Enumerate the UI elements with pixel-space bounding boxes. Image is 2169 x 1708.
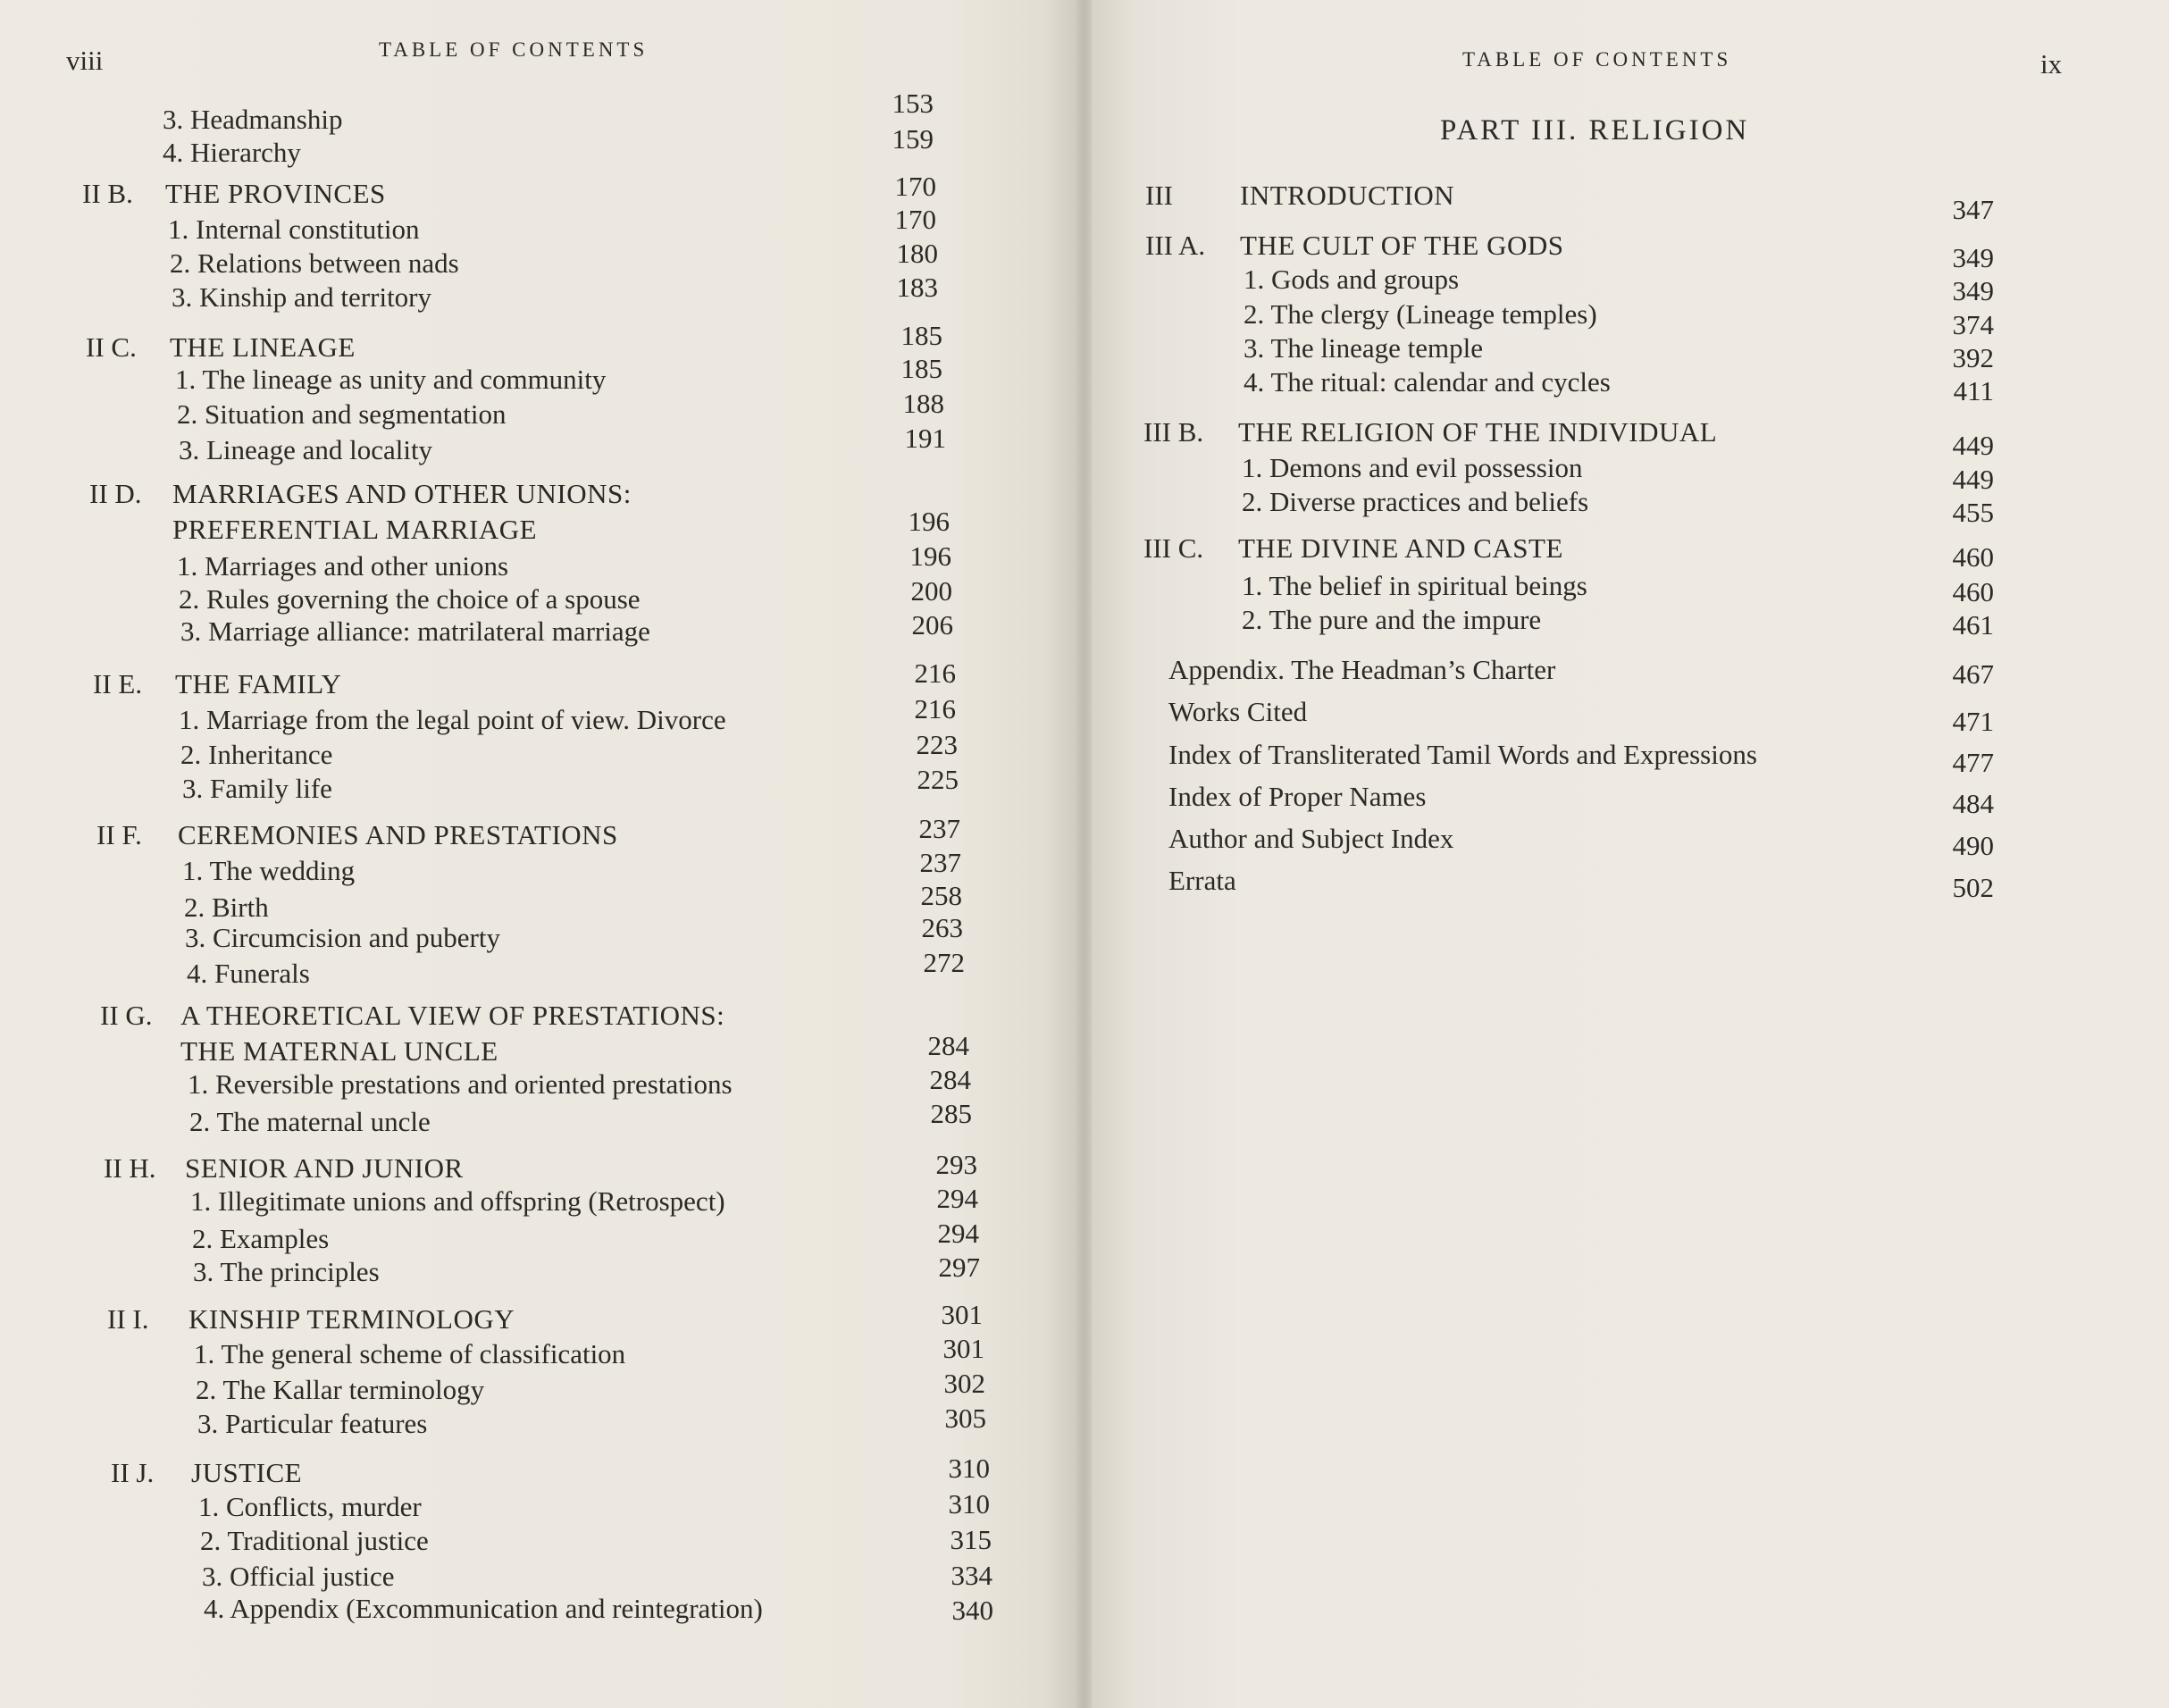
left-section-title: JUSTICE — [191, 1457, 303, 1488]
left-toc-entry: 2. The maternal uncle — [189, 1106, 431, 1137]
left-toc-entry: 3. Official justice — [202, 1561, 395, 1592]
left-page-reference: 293 — [935, 1149, 977, 1180]
right-toc-entry: Author and Subject Index — [1168, 823, 1454, 854]
left-section-title: A THEORETICAL VIEW OF PRESTATIONS: — [180, 1000, 725, 1031]
left-section-code: II G. — [100, 1000, 153, 1031]
right-page-reference: 455 — [1952, 497, 1994, 528]
left-toc-entry: 2. Relations between nads — [170, 247, 459, 279]
left-page-reference: 258 — [920, 880, 962, 911]
right-toc-entry: 3. The lineage temple — [1244, 332, 1483, 364]
right-section-code: III — [1145, 180, 1173, 211]
right-page-reference: 392 — [1952, 342, 1994, 373]
left-page-reference: 216 — [914, 657, 956, 689]
left-toc-entry: 3. The principles — [193, 1256, 380, 1287]
left-page-reference: 297 — [938, 1252, 980, 1283]
right-page-reference: 461 — [1952, 609, 1994, 640]
right-toc-entry: 1. The belief in spiritual beings — [1242, 570, 1587, 601]
left-page-reference: 340 — [951, 1595, 993, 1626]
left-page-reference: 225 — [917, 764, 959, 795]
left-section-code: II D. — [89, 478, 142, 509]
left-page-reference: 310 — [948, 1488, 990, 1520]
left-section-title: THE PROVINCES — [165, 178, 386, 209]
right-section-code: III B. — [1143, 416, 1204, 448]
left-toc-entry: 1. Marriage from the legal point of view. Divorce — [179, 704, 726, 735]
right-toc-entry: Appendix. The Headman’s Charter — [1168, 654, 1556, 685]
left-toc-entry: 1. The lineage as unity and community — [175, 364, 607, 395]
right-page-reference: 411 — [1953, 375, 1994, 406]
left-toc-entry: 3. Kinship and territory — [172, 281, 432, 313]
right-page-reference: 477 — [1952, 747, 1994, 778]
left-toc-entry: 1. Internal constitution — [168, 214, 420, 245]
left-section-title: CEREMONIES AND PRESTATIONS — [178, 819, 618, 850]
right-section-title: THE CULT OF THE GODS — [1240, 230, 1564, 261]
left-toc-entry: 2. The Kallar terminology — [196, 1374, 485, 1405]
right-page-reference: 449 — [1952, 464, 1994, 495]
left-page-reference: 284 — [927, 1030, 969, 1061]
right-running-head: TABLE OF CONTENTS — [1462, 48, 1732, 71]
left-page-reference: 237 — [918, 813, 960, 844]
left-toc-entry: 2. Inheritance — [180, 739, 333, 770]
right-page-number: ix — [2040, 48, 2063, 80]
left-toc-entry: THE MATERNAL UNCLE — [180, 1035, 498, 1067]
right-page-reference: 484 — [1952, 788, 1994, 819]
left-toc-entry: 2. Examples — [192, 1223, 330, 1254]
right-section-code: III C. — [1143, 532, 1204, 564]
left-section-code: II I. — [107, 1303, 149, 1335]
left-toc-entry: 2. Rules governing the choice of a spouse — [179, 583, 641, 615]
right-section-title: INTRODUCTION — [1240, 180, 1455, 211]
right-toc-entry: 2. Diverse practices and beliefs — [1242, 486, 1589, 517]
left-page-reference: 170 — [894, 171, 936, 202]
right-page — [1092, 0, 2169, 1708]
left-page-reference: 301 — [941, 1299, 983, 1330]
right-page-reference: 347 — [1952, 194, 1994, 225]
right-page-reference: 460 — [1952, 576, 1994, 607]
book-gutter — [1076, 0, 1092, 1708]
left-toc-entry: 1. The general scheme of classification — [194, 1338, 626, 1369]
right-toc-entry: 4. The ritual: calendar and cycles — [1244, 366, 1611, 398]
left-page-reference: 237 — [919, 847, 961, 878]
right-toc-entry: 1. Gods and groups — [1244, 264, 1460, 295]
right-section-title: THE RELIGION OF THE INDIVIDUAL — [1238, 416, 1718, 448]
left-section-title: THE LINEAGE — [170, 331, 356, 363]
right-page-reference: 460 — [1952, 541, 1994, 573]
left-page-reference: 185 — [900, 320, 942, 351]
left-page-reference: 301 — [942, 1333, 984, 1364]
left-section-code: II J. — [111, 1457, 155, 1488]
left-page-number: viii — [66, 45, 104, 76]
right-page-reference: 490 — [1952, 830, 1994, 861]
right-page-reference: 349 — [1952, 275, 1994, 306]
left-page-reference: 206 — [911, 609, 953, 640]
left-section-code: II C. — [86, 331, 137, 363]
left-page-reference: 294 — [936, 1183, 978, 1214]
right-toc-entry: Index of Proper Names — [1168, 781, 1427, 812]
left-page-reference: 159 — [892, 123, 934, 155]
right-toc-entry: Works Cited — [1168, 696, 1308, 727]
right-section-title: THE DIVINE AND CASTE — [1238, 532, 1563, 564]
left-page-reference: 294 — [937, 1218, 979, 1249]
part-heading: PART III. RELIGION — [1440, 114, 1750, 147]
left-toc-entry: 3. Circumcision and puberty — [185, 922, 500, 953]
left-toc-entry: 4. Funerals — [187, 958, 310, 989]
right-section-code: III A. — [1145, 230, 1206, 261]
left-page-reference: 315 — [950, 1524, 992, 1555]
left-section-code: II B. — [82, 178, 133, 209]
left-page-reference: 310 — [948, 1453, 990, 1484]
left-page-reference: 305 — [944, 1402, 986, 1434]
left-page-reference: 200 — [910, 575, 952, 607]
left-page-reference: 263 — [921, 912, 963, 943]
left-toc-entry: 1. Conflicts, murder — [198, 1491, 422, 1522]
right-page-reference: 502 — [1952, 872, 1994, 903]
left-page-reference: 302 — [943, 1368, 985, 1399]
left-page — [0, 0, 1076, 1708]
right-page-reference: 374 — [1952, 309, 1994, 340]
left-section-code: II E. — [93, 668, 143, 699]
right-toc-entry: 2. The clergy (Lineage temples) — [1244, 298, 1597, 330]
right-page-reference: 349 — [1952, 242, 1994, 273]
left-toc-entry: 4. Appendix (Excommunication and reintegration) — [204, 1593, 763, 1624]
left-toc-entry: 1. Marriages and other unions — [177, 550, 509, 582]
left-toc-entry: 1. Reversible prestations and oriented prestations — [188, 1068, 733, 1100]
right-toc-entry: 1. Demons and evil possession — [1242, 452, 1583, 483]
left-toc-entry: 2. Situation and segmentation — [177, 398, 507, 430]
left-page-reference: 191 — [904, 423, 946, 454]
left-toc-entry: 3. Family life — [182, 773, 332, 804]
left-page-reference: 272 — [923, 947, 965, 978]
left-toc-entry: 3. Marriage alliance: matrilateral marriage — [180, 615, 650, 647]
left-page-reference: 170 — [894, 204, 936, 235]
left-section-title: KINSHIP TERMINOLOGY — [188, 1303, 515, 1335]
right-page-reference: 449 — [1952, 430, 1994, 461]
left-toc-entry: 3. Particular features — [197, 1408, 428, 1439]
left-page-reference: 153 — [892, 88, 934, 119]
left-page-reference: 285 — [930, 1098, 972, 1129]
left-toc-entry: 3. Lineage and locality — [179, 434, 433, 465]
left-toc-entry: 2. Traditional justice — [200, 1525, 429, 1556]
left-page-reference: 185 — [900, 353, 942, 384]
left-page-reference: 180 — [896, 238, 938, 269]
left-toc-entry: 2. Birth — [184, 892, 269, 923]
left-page-reference: 334 — [951, 1560, 992, 1591]
left-section-title: THE FAMILY — [175, 668, 342, 699]
left-page-reference: 196 — [908, 506, 950, 537]
left-toc-entry: 1. The wedding — [182, 855, 356, 886]
right-page-reference: 467 — [1952, 658, 1994, 690]
left-section-code: II F. — [96, 819, 142, 850]
left-toc-entry: 3. Headmanship — [163, 104, 343, 135]
right-toc-entry: Errata — [1168, 865, 1236, 896]
left-page-reference: 188 — [902, 388, 944, 419]
left-toc-entry: PREFERENTIAL MARRIAGE — [172, 514, 538, 545]
left-section-title: MARRIAGES AND OTHER UNIONS: — [172, 478, 632, 509]
left-section-title: SENIOR AND JUNIOR — [185, 1152, 464, 1184]
left-page-reference: 183 — [896, 272, 938, 303]
left-page-reference: 216 — [914, 693, 956, 724]
left-page-reference: 196 — [909, 540, 951, 572]
left-running-head: TABLE OF CONTENTS — [379, 38, 649, 61]
right-toc-entry: Index of Transliterated Tamil Words and Expressions — [1168, 739, 1757, 770]
right-page-reference: 471 — [1952, 706, 1994, 737]
left-page-reference: 284 — [929, 1064, 971, 1095]
left-section-code: II H. — [104, 1152, 156, 1184]
right-toc-entry: 2. The pure and the impure — [1242, 604, 1542, 635]
left-page-reference: 223 — [916, 729, 958, 760]
left-toc-entry: 4. Hierarchy — [163, 137, 301, 168]
left-toc-entry: 1. Illegitimate unions and offspring (Retrospect) — [190, 1185, 725, 1217]
